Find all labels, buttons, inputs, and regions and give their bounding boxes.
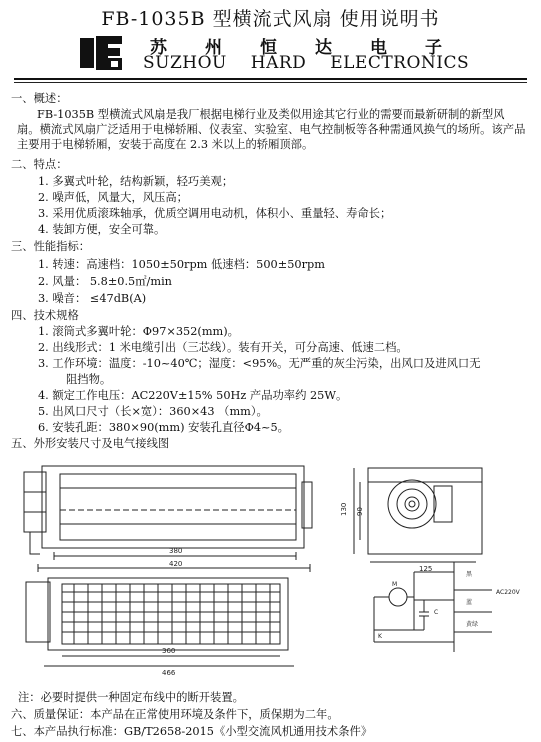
drawing-heading: 五、外形安装尺寸及电气接线图 — [11, 437, 170, 450]
dim-label: 466 — [162, 669, 176, 677]
feature-item: 1. 多翼式叶轮，结构新颖，轻巧美观； — [38, 175, 234, 188]
performance-heading: 三、性能指标： — [11, 240, 91, 253]
dim-label: 360 — [162, 647, 176, 655]
feature-item: 2. 噪声低，风量大，风压高； — [38, 191, 188, 204]
installation-drawing — [14, 452, 534, 684]
standard-text: 七、本产品执行标准：GB/T2658-2015《小型交流风机通用技术条件》 — [11, 725, 373, 738]
spec-item: 1. 滚筒式多翼叶轮：Φ97×352(mm)。 — [38, 325, 239, 338]
spec-item: 6. 安装孔距：380×90(mm) 安装孔直径Φ4~5。 — [38, 421, 289, 434]
company-name-cn: 苏州恒达电子 — [150, 38, 480, 58]
fan-side-view — [340, 468, 482, 573]
features-heading: 二、特点： — [11, 158, 68, 171]
spec-item: 5. 出风口尺寸（长×宽）：360×43 （mm）。 — [38, 405, 268, 418]
fan-bottom-view — [26, 578, 294, 677]
note-text: 注：必要时提供一种固定布线中的断开装置。 — [18, 691, 244, 704]
wiring-label: AC220V — [496, 589, 520, 596]
wiring-label: 黑 — [466, 571, 473, 578]
dim-label: 90 — [356, 507, 364, 516]
wiring-label: K — [378, 633, 382, 640]
wiring-label: M — [392, 581, 398, 588]
spec-item: 3. 工作环境：温度：-10~40℃；湿度：<95%。无严重的灰尘污染，出风口及进风口无 — [38, 357, 481, 370]
feature-item: 3. 采用优质滚珠轴承，优质空调用电动机，体积小、重量轻、寿命长； — [38, 207, 392, 220]
feature-item: 4. 装卸方便，安全可靠。 — [38, 223, 166, 236]
performance-item: 2. 风量： 5.8±0.5㎡/min — [38, 275, 172, 288]
performance-item: 1. 转速：高速档：1050±50rpm 低速档：500±50rpm — [38, 258, 325, 271]
wiring-label: 蓝 — [466, 599, 473, 606]
wiring-label: 黄绿 — [466, 621, 479, 628]
wiring-label: C — [434, 609, 439, 616]
spec-item: 4. 额定工作电压：AC220V±15% 50Hz 产品功率约 25W。 — [38, 389, 348, 402]
specs-heading: 四、技术规格 — [11, 309, 79, 322]
dim-label: 420 — [169, 560, 183, 568]
header-rule-bottom — [14, 82, 527, 83]
company-name-en: SUZHOU HARD ELECTRONICS — [143, 53, 470, 73]
spec-item-continued: 阻挡物。 — [66, 373, 112, 386]
dim-label: 380 — [169, 547, 183, 555]
performance-item: 3. 噪音： ≤47dB(A) — [38, 292, 147, 305]
company-logo — [78, 34, 124, 72]
wiring-diagram — [374, 562, 521, 652]
header-rule-top — [14, 78, 527, 80]
overview-heading: 一、概述： — [11, 92, 68, 105]
document-title: FB-1035B 型横流式风扇 使用说明书 — [101, 8, 440, 30]
dim-label: 130 — [340, 502, 348, 516]
fan-top-view — [24, 466, 312, 572]
dim-label: 125 — [419, 565, 433, 573]
warranty-text: 六、质量保证：本产品在正常使用环境及条件下，质保期为二年。 — [11, 708, 339, 721]
spec-item: 2. 出线形式：1 米电缆引出（三芯线）。装有开关，可分高速、低速二档。 — [38, 341, 408, 354]
overview-text: FB-1035B 型横流式风扇是我厂根据电梯行业及类似用途其它行业的需要而最新研制的新型风扇。横流式风扇广泛适用于电梯轿厢、仪表室、实验室、电气控制板等各种需通风换气的场所。该产品主要用于电梯轿厢，安装于高度在 2.3 米以上的轿厢顶部。 — [17, 108, 526, 151]
